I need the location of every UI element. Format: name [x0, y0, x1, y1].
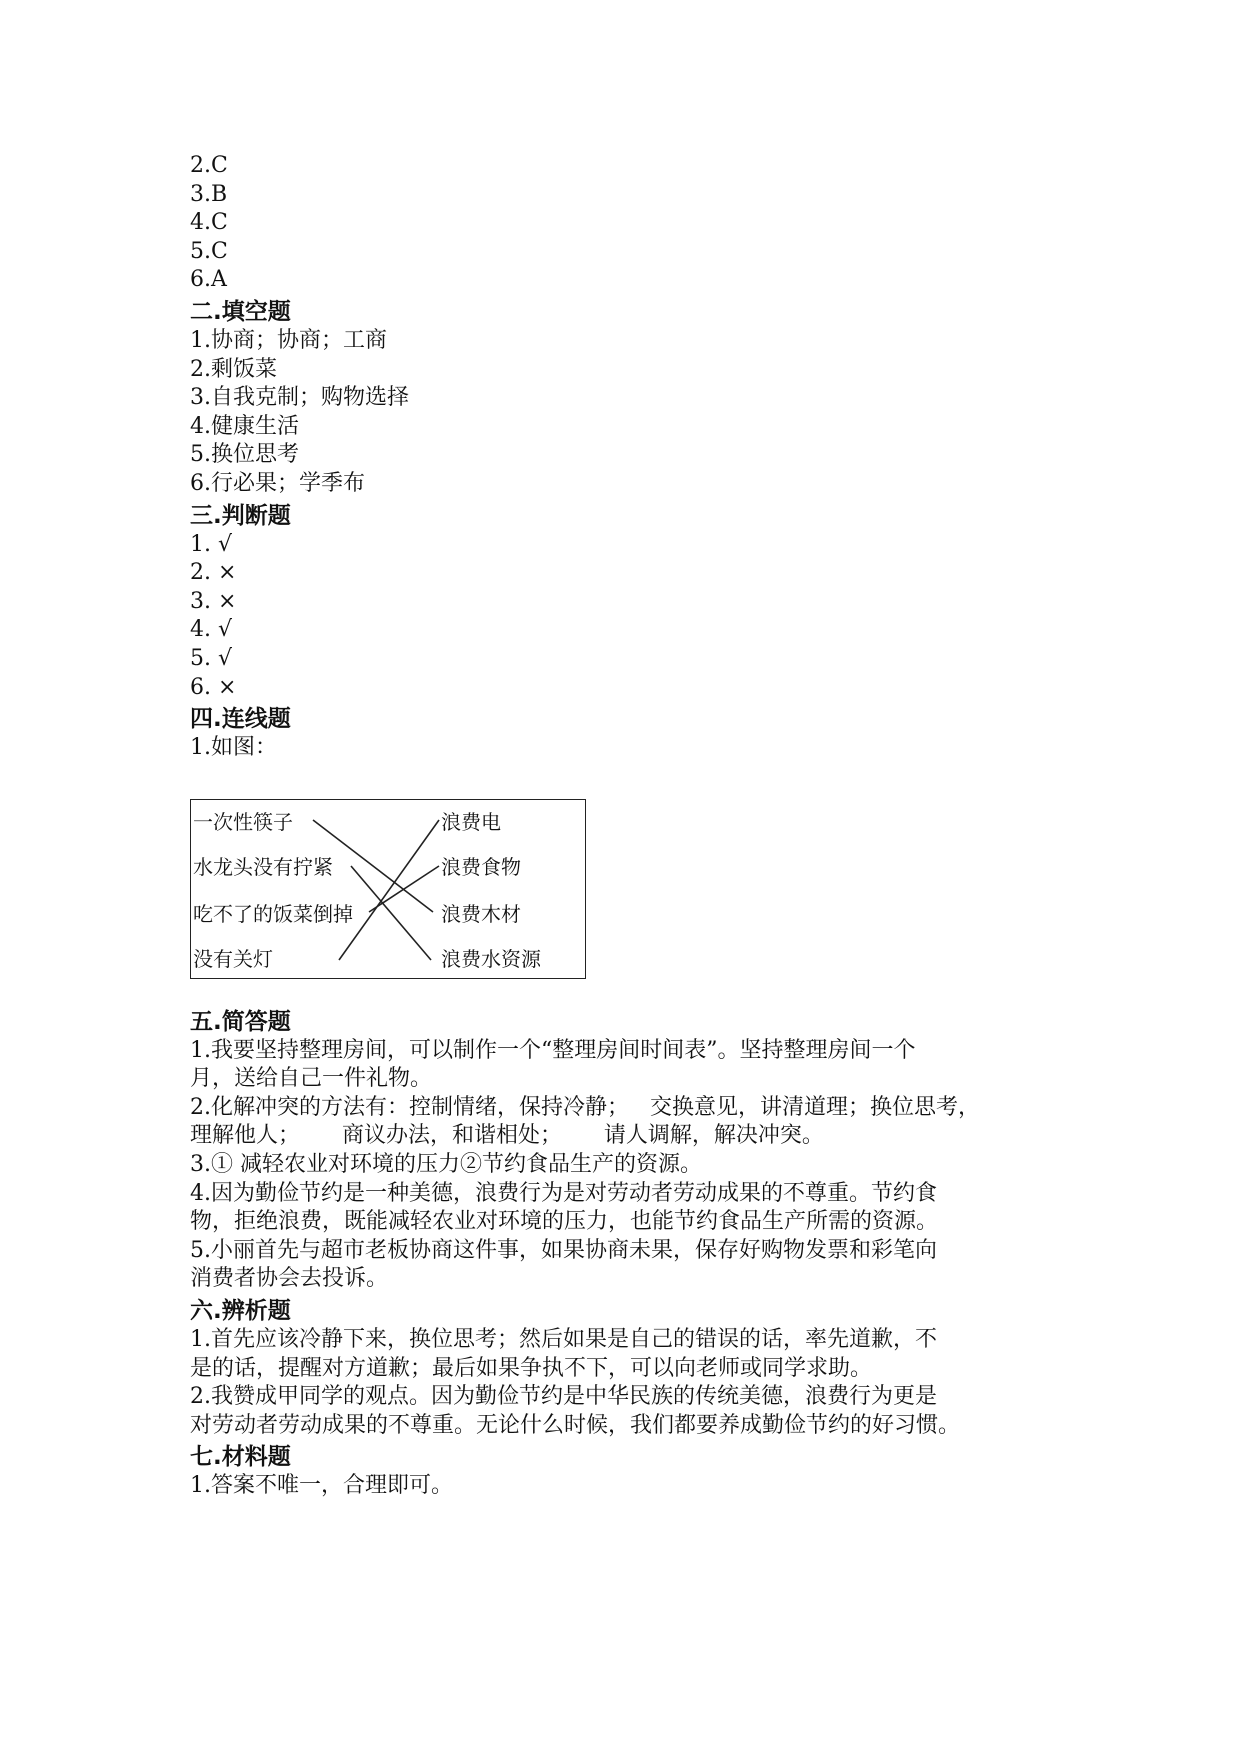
answer-line: 1. √ — [190, 531, 233, 557]
answer-line: 4.C — [190, 210, 228, 236]
spacer — [190, 979, 1090, 1005]
section3-items — [190, 531, 1090, 703]
answer-line: 3. × — [190, 588, 237, 614]
answer-line: 2. × — [190, 560, 237, 586]
answer-line: 5.C — [190, 238, 228, 264]
section-heading: 四.连线题 — [190, 706, 291, 733]
matching-figure — [190, 799, 586, 979]
answer-line: 消费者协会去投诉。 — [190, 1266, 389, 1292]
answer-line: 5.小丽首先与超市老板协商这件事，如果协商未果，保存好购物发票和彩笔向 — [190, 1237, 937, 1263]
figure-left-label: 吃不了的饭菜倒掉 — [193, 901, 353, 926]
figure-right-label: 浪费水资源 — [441, 946, 541, 971]
section-heading: 五.简答题 — [190, 1008, 291, 1035]
answer-line: 对劳动者劳动成果的不尊重。无论什么时候，我们都要养成勤俭节约的好习惯。 — [190, 1412, 961, 1438]
answer-line: 2.C — [190, 153, 228, 178]
answer-line: 2.化解冲突的方法有：控制情绪，保持冷静； 交换意见，讲清道理；换位思考， — [190, 1094, 980, 1120]
answer-line: 物，拒绝浪费，既能减轻农业对环境的压力，也能节约食品生产所需的资源。 — [190, 1209, 939, 1235]
figure-right-label: 浪费电 — [441, 809, 501, 834]
matching-line — [339, 820, 439, 960]
answer-line: 3.自我克制；购物选择 — [190, 385, 409, 411]
answer-line: 2.我赞成甲同学的观点。因为勤俭节约是中华民族的传统美德，浪费行为更是 — [190, 1384, 937, 1410]
answer-line: 理解他人； 商议办法，和谐相处； 请人调解，解决冲突。 — [190, 1123, 824, 1149]
answer-line: 1.答案不唯一，合理即可。 — [190, 1473, 453, 1499]
answer-line: 是的话，提醒对方道歉；最后如果争执不下，可以向老师或同学求助。 — [190, 1355, 873, 1381]
answer-line: 4. √ — [190, 617, 233, 643]
answer-line: 5. √ — [190, 645, 233, 671]
section-heading: 二.填空题 — [190, 298, 291, 325]
answer-line: 6.行必果；学季布 — [190, 470, 365, 496]
answer-line: 2.剩饭菜 — [190, 356, 277, 382]
answer-line: 1.首先应该冷静下来，换位思考；然后如果是自己的错误的话，率先道歉，不 — [190, 1327, 937, 1353]
section-heading: 六.辨析题 — [190, 1298, 291, 1325]
answer-line: 3.B — [190, 181, 228, 207]
figure-right-label: 浪费木材 — [441, 901, 521, 926]
answer-line: 5.换位思考 — [190, 442, 299, 468]
section2-items — [190, 327, 1090, 499]
answer-line: 1.我要坚持整理房间，可以制作一个“整理房间时间表”。坚持整理房间一个 — [190, 1037, 916, 1063]
answer-line: 月，送给自己一件礼物。 — [190, 1066, 433, 1092]
answer-line: 1.如图： — [190, 735, 277, 761]
answer-page — [190, 152, 1090, 1501]
answer-line: 6. × — [190, 674, 237, 700]
answer-line: 4.健康生活 — [190, 413, 299, 439]
figure-right-label: 浪费食物 — [441, 854, 521, 879]
answer-line: 3.① 减轻农业对环境的压力②节约食品生产的资源。 — [190, 1152, 702, 1178]
answer-line: 6.A — [190, 267, 227, 293]
section6-lines — [190, 1326, 1090, 1440]
spacer — [190, 763, 1090, 791]
figure-left-label: 水龙头没有拧紧 — [193, 854, 333, 879]
matching-line — [369, 866, 439, 912]
section-heading: 七.材料题 — [190, 1444, 291, 1471]
section-heading: 三.判断题 — [190, 502, 291, 529]
section1-tail — [190, 152, 1090, 295]
figure-left-label: 一次性筷子 — [193, 809, 293, 834]
section5-lines — [190, 1037, 1090, 1294]
answer-line: 4.因为勤俭节约是一种美德，浪费行为是对劳动者劳动成果的不尊重。节约食 — [190, 1180, 937, 1206]
answer-line: 1.协商；协商；工商 — [190, 327, 387, 353]
figure-left-label: 没有关灯 — [193, 946, 273, 971]
